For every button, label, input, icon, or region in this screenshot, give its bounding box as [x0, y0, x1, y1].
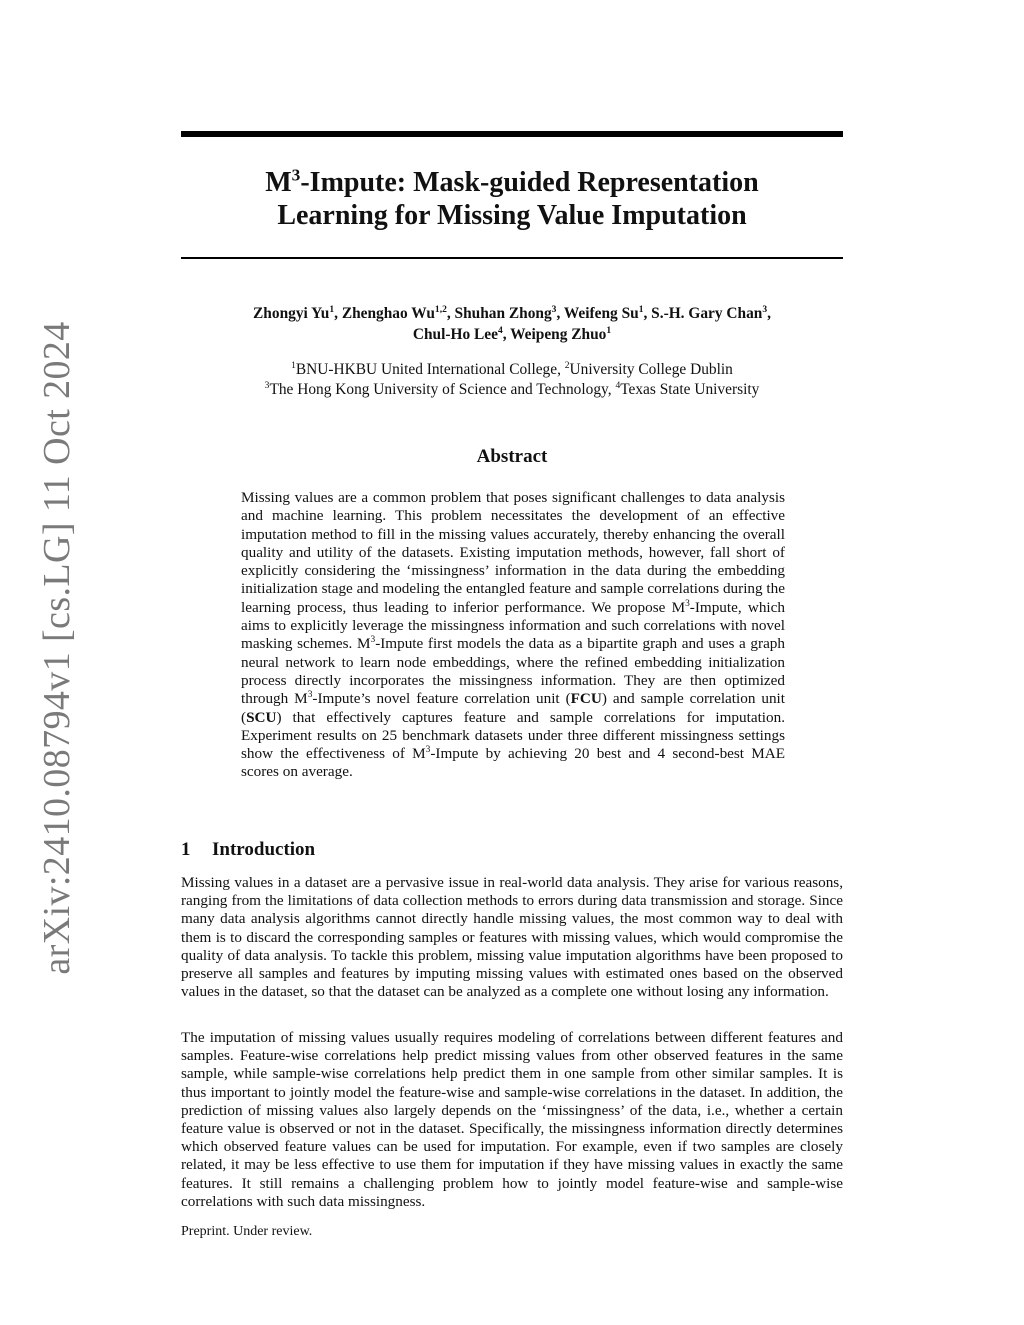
intro-paragraph-2: The imputation of missing values usually requires modeling of correlations between different features and samples. Feature-wise correlations help predict missing values from other observed features in the same sample, while sample-wise correlations help predict them in one sample from other similar samples. It is thus important to jointly model the feature-wise and sample-wise correlations in the dataset. In addition, the prediction of missing values also largely depends on the ‘missingness’ of the data, i.e., whether a certain feature value is observed or not in the dataset. Specifically, the missingness information directly determines which observed feature values can be used for imputation. For example, even if two samples are closely related, it may be less effective to use them for imputation if they have missing values in exactly the same features. It still remains a challenging problem how to jointly model feature-wise and sample-wise correlations with such data missingness.	[181, 1029, 843, 1210]
author: Zhongyi Yu	[253, 305, 330, 322]
title-top-rule	[181, 131, 843, 137]
author: Weipeng Zhuo	[510, 326, 607, 343]
section-title: Introduction	[212, 839, 316, 860]
author: S.-H. Gary Chan	[651, 305, 763, 322]
title-line1-rest: -Impute: Mask-guided Representation	[300, 167, 759, 198]
affiliation: Texas State University	[620, 381, 760, 398]
paper-title	[181, 166, 843, 232]
arxiv-stamp: arXiv:2410.08794v1 [cs.LG] 11 Oct 2024	[36, 321, 78, 975]
author: Chul-Ho Lee	[412, 326, 498, 343]
section-number: 1	[181, 839, 191, 860]
affiliations: $^1$BNU-HKBU United International College, $^2$University College Dublin $^3$The Hong Kong University of Science and Technology, $^4$Texas State University	[264, 359, 760, 398]
affiliation: BNU-HKBU United International College,	[295, 361, 565, 378]
fcu-term: FCU	[570, 690, 602, 708]
scu-term: SCU	[246, 708, 277, 726]
footer-note: Preprint. Under review.	[181, 1224, 313, 1239]
title-m: M	[265, 167, 292, 198]
title-sup: 3	[291, 165, 301, 185]
intro-paragraph-1: Missing values in a dataset are a pervasive issue in real-world data analysis. They arise for various reasons, ranging from the limitations of data collection methods to errors during data transmission and storage. Since many data analysis algorithms cannot directly handle missing values, the most common way to deal with them is to discard the corresponding samples or features with missing values, which would compromise the quality of data analysis. To tackle this problem, missing value imputation algorithms have been proposed to preserve all samples and features by imputing missing values with estimated ones based on the observed values in the dataset, so that the dataset can be analyzed as a complete one without losing any information.	[181, 874, 843, 1001]
title-bottom-rule	[181, 257, 843, 259]
affiliation: The Hong Kong University of Science and Technology,	[269, 381, 616, 398]
abstract-heading: Abstract	[476, 446, 548, 467]
author: Zhenghao Wu	[341, 305, 435, 322]
affiliation: University College Dublin	[569, 361, 733, 378]
title-line2: Learning for Missing Value Imputation	[277, 200, 747, 231]
abstract-text: Missing values are a common problem that poses significant challenges to data analysis and machine learning. This problem necessitates the development of an effective imputation method to fill in the missing values accurately, thereby enhancing the overall quality and utility of the datasets. Existing imputation methods, however, fall short of explicitly considering the ‘missingness’ information in the data during the embedding initialization stage and modeling the entangled feature and sample correlations during the learning process, thus leading to inferior performance. We propose $M^3$-Impute, which aims to explicitly leverage the missingness information and such correlations with novel masking schemes. $M^3$-Impute first models the data as a bipartite graph and uses a graph neural network to learn node embeddings, where the refined embedding initialization process directly incorporates the missingness information. They are then optimized through $M^3-Impute’s$ novel feature correlation unit (FCU) and sample correlation unit (SCU) that effectively captures feature and sample correlations for imputation. Experiment results on 25 benchmark datasets under three different missingness settings show the effectiveness of $M^3$-Impute by achieving 20 best and 4 second-best MAE scores on average.	[241, 489, 785, 781]
section-heading	[181, 839, 315, 861]
author-list: Zhongyi Yu$^1$, Zhenghao Wu$^{1,2}$, Shuhan Zhong$^3$, Weifeng Su$^1$, S.-H. Gary Chan$^3$, Chul-Ho Lee$^4$, Weipeng Zhuo$^1$	[253, 303, 771, 343]
author: Shuhan Zhong	[454, 305, 552, 322]
author: Weifeng Su	[563, 305, 639, 322]
